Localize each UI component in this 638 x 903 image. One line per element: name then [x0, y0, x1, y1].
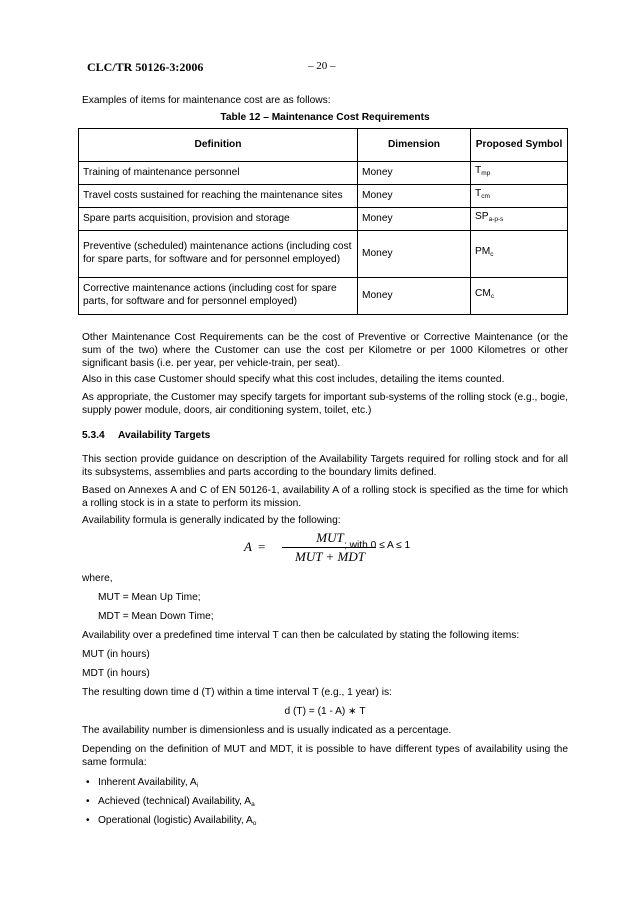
column-header-definition: Definition — [79, 129, 358, 162]
symbol-main: PM — [475, 246, 491, 258]
formula-equals: = — [258, 539, 266, 554]
formula-denominator: MUT + MDT — [295, 549, 365, 564]
section-heading — [82, 430, 210, 441]
table-row — [79, 162, 568, 185]
section-number: 5.3.4 — [82, 430, 105, 441]
list-item — [86, 814, 256, 830]
cell-symbol — [471, 278, 568, 315]
list-item — [86, 795, 255, 811]
cell-definition: Corrective maintenance actions (including cost for spare parts, for software and for personnel employed) — [79, 278, 358, 315]
formula-numerator: MUT — [316, 530, 344, 545]
list-item-subscript: i — [196, 782, 199, 789]
symbol-subscript: a-p-s — [488, 216, 504, 224]
list-item-subscript: o — [252, 820, 257, 827]
cell-symbol — [471, 162, 568, 185]
table-row — [79, 185, 568, 208]
formula-lhs: A — [244, 539, 252, 554]
depending-paragraph: Depending on the definition of MUT and MDT, it is possible to have different types of availability using the same formula: — [82, 744, 568, 769]
cell-definition: Spare parts acquisition, provision and storage — [79, 208, 358, 231]
column-header-symbol: Proposed Symbol — [471, 129, 568, 162]
bullet-icon: • — [86, 815, 90, 826]
mdt-definition: MDT = Mean Down Time; — [98, 611, 214, 622]
cell-dimension: Money — [358, 208, 471, 231]
table-row — [79, 208, 568, 231]
list-item-label: Achieved (technical) Availability, A — [98, 796, 252, 807]
cell-dimension: Money — [358, 231, 471, 278]
cell-symbol — [471, 208, 568, 231]
intro-paragraph: Examples of items for maintenance cost are as follows: — [82, 95, 331, 106]
symbol-main: CM — [475, 288, 491, 300]
guidance-paragraph: This section provide guidance on description of the Availability Targets required for rolling stock and for all its subsystems, assemblies and parts according to the boundary limits defined. — [82, 454, 568, 479]
formula-intro: Availability formula is generally indicated by the following: — [82, 515, 341, 526]
appropriate-paragraph: As appropriate, the Customer may specify targets for important sub-systems of the rolling stock (e.g., bogie, supply power module, doors, air conditioning system, toilet, etc.) — [82, 392, 568, 417]
other-cost-paragraph: Other Maintenance Cost Requirements can be the cost of Preventive or Corrective Maintenance (or the sum of the two) where the Customer can use the cost per Kilometre or per 1000 Kilometres or other significant basis (i.e. per year, per vehicle-train, per seat). — [82, 332, 568, 370]
symbol-subscript: c — [490, 293, 495, 301]
cell-symbol — [471, 185, 568, 208]
mut-definition: MUT = Mean Up Time; — [98, 592, 201, 603]
interval-paragraph: Availability over a predefined time interval T can then be calculated by stating the following items: — [82, 630, 520, 641]
cell-dimension: Money — [358, 278, 471, 315]
dimensionless-paragraph: The availability number is dimensionless and is usually indicated as a percentage. — [82, 725, 452, 736]
page-number: – 20 – — [308, 60, 336, 72]
bullet-icon: • — [86, 796, 90, 807]
availability-formula — [238, 530, 478, 566]
list-item — [86, 776, 198, 792]
downtime-formula: d (T) = (1 - A) ∗ T — [284, 706, 366, 717]
formula-condition: ; with 0 ≤ A ≤ 1 — [344, 540, 411, 551]
cell-definition: Preventive (scheduled) maintenance actions (including cost for spare parts, for software and for personnel employed) — [79, 231, 358, 278]
section-title: Availability Targets — [118, 430, 211, 441]
cell-definition: Training of maintenance personnel — [79, 162, 358, 185]
maintenance-cost-table — [78, 128, 568, 315]
symbol-main: T — [475, 165, 482, 177]
mdt-hours: MDT (in hours) — [82, 668, 150, 679]
table-row — [79, 278, 568, 315]
cell-dimension: Money — [358, 185, 471, 208]
symbol-main: T — [475, 188, 482, 200]
document-id: CLC/TR 50126-3:2006 — [87, 60, 204, 74]
mut-hours: MUT (in hours) — [82, 649, 150, 660]
list-item-label: Inherent Availability, A — [98, 777, 197, 788]
bullet-icon: • — [86, 777, 90, 788]
also-paragraph: Also in this case Customer should specify what this cost includes, detailing the items counted. — [82, 374, 505, 385]
where-label: where, — [82, 573, 113, 584]
symbol-main: SP — [475, 211, 489, 223]
table-row — [79, 231, 568, 278]
list-item-subscript: a — [251, 801, 255, 808]
symbol-subscript: cm — [481, 193, 490, 201]
cell-symbol — [471, 231, 568, 278]
table-header-row — [79, 129, 568, 162]
symbol-subscript: mp — [481, 170, 491, 178]
cell-definition: Travel costs sustained for reaching the maintenance sites — [79, 185, 358, 208]
table-caption: Table 12 – Maintenance Cost Requirements — [220, 112, 430, 123]
resulting-paragraph: The resulting down time d (T) within a time interval T (e.g., 1 year) is: — [82, 687, 392, 698]
cell-dimension: Money — [358, 162, 471, 185]
based-on-paragraph: Based on Annexes A and C of EN 50126-1, availability A of a rolling stock is specified as the time for which a rolling stock is in a state to perform its mission. — [82, 485, 568, 510]
column-header-dimension: Dimension — [358, 129, 471, 162]
symbol-subscript: c — [490, 251, 494, 259]
list-item-label: Operational (logistic) Availability, A — [98, 815, 253, 826]
